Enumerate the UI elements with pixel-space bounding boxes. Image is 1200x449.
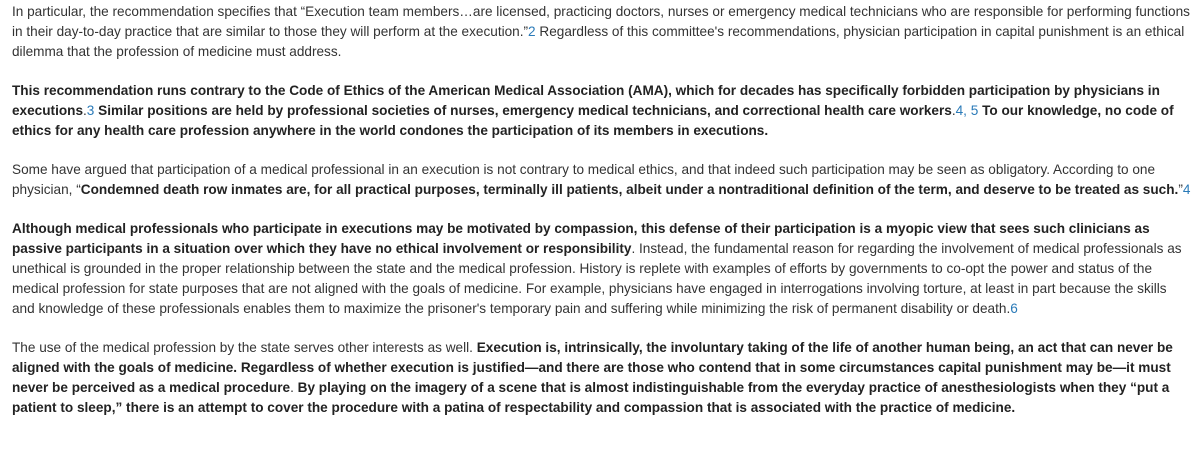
paragraph-text: Some have argued that participation of a medical professional in an execution is not contrary to medical ethics, and that indeed such participation may be seen as obligatory. According to one physician, “	[12, 162, 1156, 197]
reference-link-4[interactable]: 4	[1182, 182, 1191, 197]
paragraph-text: .	[951, 103, 956, 118]
bold-text: Although medical professionals who participate in executions may be motivated by compassion, this defense of their participation is a myopic view that sees such clinicians as passive participants in a situation over which they have no ethical involvement or responsibility	[12, 221, 1150, 256]
reference-link-5[interactable]: 5	[970, 103, 979, 118]
reference-link-3[interactable]: 3	[86, 103, 95, 118]
bold-text: Similar positions are held by professional societies of nurses, emergency medical technicians, and correctional health care workers	[94, 103, 952, 118]
paragraph-3	[12, 160, 1192, 200]
paragraph-text: .	[83, 103, 87, 118]
paragraph-text: ”	[1178, 182, 1183, 197]
reference-link-2[interactable]: 2	[528, 24, 536, 39]
paragraph-text: Regardless of this committee's recommendations, physician participation in capital punishment is an ethical dilemma that the profession of medicine must address.	[12, 24, 1185, 59]
reference-link-4[interactable]: 4	[955, 103, 964, 118]
paragraph-5	[12, 338, 1192, 418]
bold-text: By playing on the imagery of a scene that is almost indistinguishable from the everyday practice of anesthesiologists when they “put a patient to sleep,” there is an attempt to cover the procedure with a patina of respectability and compassion that is associated with the practice of medicine.	[12, 380, 1170, 415]
bold-quote: Condemned death row inmates are, for all practical purposes, terminally ill patients, albeit under a nontraditional definition of the term, and deserve to be treated as such.	[80, 182, 1179, 197]
paragraph-2	[12, 81, 1192, 141]
paragraph-text: In particular, the recommendation specifies that “Execution team members…are licensed, practicing doctors, nurses or emergency medical technicians who are responsible for performing functions in their day-to-day practice that are similar to those they will perform at the execution.”	[12, 4, 1190, 39]
bold-text: Execution is, intrinsically, the involuntary taking of the life of another human being, an act that can never be aligned with the goals of medicine. Regardless of whether execution is justified—and there are those who contend that in some circumstances capital punishment may be—it must never be perceived as a medical procedure	[12, 340, 1173, 395]
reference-link-6[interactable]: 6	[1010, 301, 1018, 316]
paragraph-text: .	[290, 380, 298, 395]
paragraph-text: The use of the medical profession by the state serves other interests as well.	[12, 340, 477, 355]
paragraph-1	[12, 2, 1192, 62]
bold-text: To our knowledge, no code of ethics for any health care profession anywhere in the world condones the participation of its members in executions.	[12, 103, 1174, 138]
bold-text: This recommendation runs contrary to the Code of Ethics of the American Medical Association (AMA), which for decades has specifically forbidden participation by physicians in executions	[12, 83, 1160, 118]
reference-separator: ,	[963, 103, 971, 118]
paragraph-4	[12, 219, 1192, 319]
paragraph-text: . Instead, the fundamental reason for regarding the involvement of medical professionals as unethical is grounded in the proper relationship between the state and the medical profession. History is replete with examples of efforts by governments to co-opt the power and status of the medical profession for state purposes that are not aligned with the goals of medicine. For example, physicians have engaged in interrogations involving torture, at least in part because the skills and knowledge of these professionals enables them to maximize the prisoner's temporary pain and suffering while minimizing the risk of permanent disability or death.	[12, 241, 1182, 316]
